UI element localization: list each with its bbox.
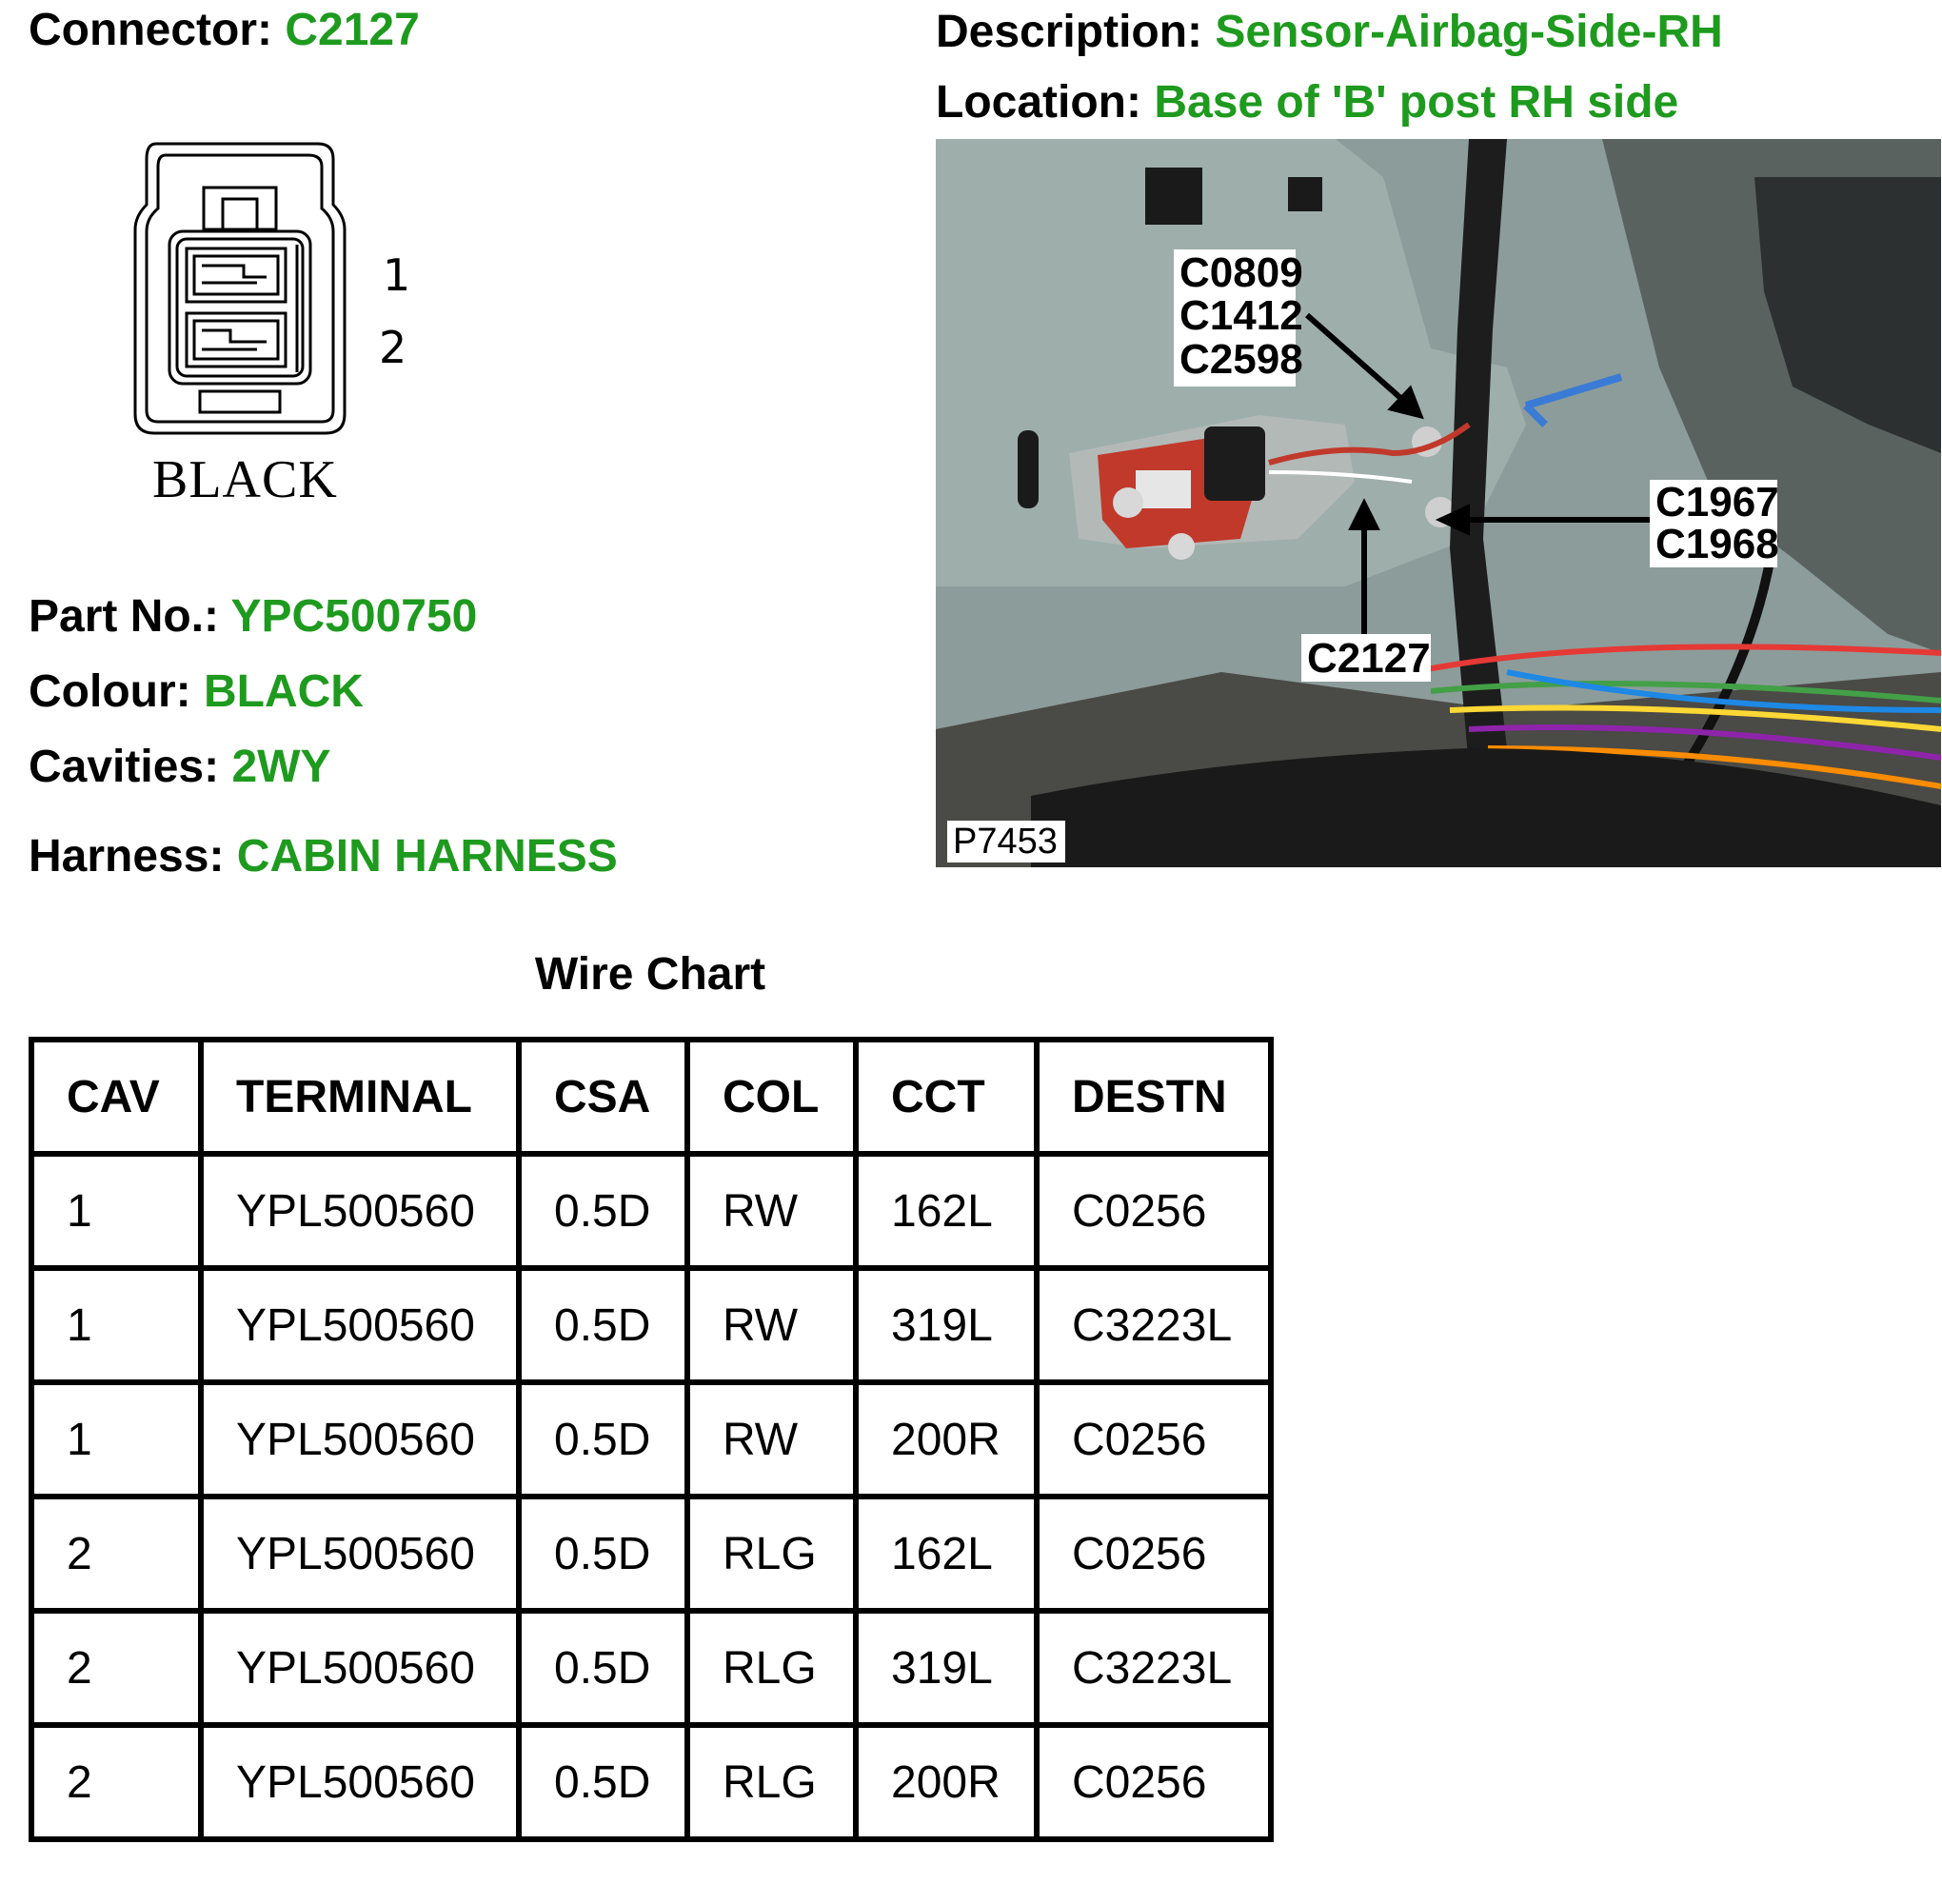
location-value: Base of 'B' post RH side [1154,77,1679,128]
cell-destn: C0256 [1037,1382,1271,1497]
cell-cav: 2 [31,1725,201,1839]
cell-csa: 0.5D [519,1497,687,1611]
callout-c2598: C2598 [1179,336,1303,383]
cell-cct: 162L [856,1154,1037,1268]
callout-c2127: C2127 [1307,635,1431,682]
cell-cct: 200R [856,1725,1037,1839]
cell-terminal: YPL500560 [201,1268,519,1382]
header-cav: CAV [31,1040,201,1154]
cell-destn: C3223L [1037,1611,1271,1725]
table-row [31,1382,1271,1497]
header-destn: DESTN [1037,1040,1271,1154]
colour-label: Colour: [29,666,191,717]
c2127-connector-body [1204,426,1265,501]
cavities-field [29,744,330,790]
part-no-value: YPC500750 [230,591,478,642]
harness-field [29,831,618,882]
part-no-field [29,591,478,642]
connector-value: C2127 [285,5,420,55]
wire-chart-title: Wire Chart [534,949,766,1000]
callout-c0809: C0809 [1179,249,1303,296]
colour-value: BLACK [203,666,364,717]
cell-cct: 200R [856,1382,1037,1497]
cell-csa: 0.5D [519,1154,687,1268]
cell-col: RLG [687,1497,856,1611]
table-row [31,1268,1271,1382]
description-label: Description: [936,7,1203,57]
header-terminal: TERMINAL [201,1040,519,1154]
wire-chart-table [29,1037,1274,1842]
wire-chart-header-row [31,1040,1271,1154]
table-row [31,1154,1271,1268]
part-no-label: Part No.: [29,591,220,642]
description-value: Sensor-Airbag-Side-RH [1215,7,1723,57]
cell-csa: 0.5D [519,1725,687,1839]
cell-cav: 1 [31,1154,201,1268]
cell-col: RLG [687,1725,856,1839]
pin-label-1: 1 [383,249,411,301]
cell-destn: C0256 [1037,1725,1271,1839]
cell-cct: 319L [856,1611,1037,1725]
cell-csa: 0.5D [519,1382,687,1497]
cell-destn: C0256 [1037,1154,1271,1268]
description-field [936,7,1723,57]
cell-col: RW [687,1268,856,1382]
cell-col: RW [687,1382,856,1497]
pin-label-2: 2 [379,322,407,373]
header-col: COL [687,1040,856,1154]
connector-label: Connector: [29,5,272,55]
drawing-caption: BLACK [152,450,338,509]
cell-cav: 2 [31,1611,201,1725]
photo-reference: P7453 [953,822,1058,862]
connector-field [29,5,420,55]
harness-value: CABIN HARNESS [236,831,618,882]
harness-label: Harness: [29,831,225,882]
cell-cav: 2 [31,1497,201,1611]
cell-csa: 0.5D [519,1268,687,1382]
cell-cav: 1 [31,1382,201,1497]
header-cct: CCT [856,1040,1037,1154]
cell-cav: 1 [31,1268,201,1382]
cell-col: RW [687,1154,856,1268]
cell-col: RLG [687,1611,856,1725]
callout-c1967: C1967 [1655,479,1779,526]
table-row [31,1611,1271,1725]
cell-csa: 0.5D [519,1611,687,1725]
callout-c1412: C1412 [1179,292,1303,339]
location-field [936,77,1679,128]
cell-terminal: YPL500560 [201,1611,519,1725]
callout-c1968: C1968 [1655,521,1779,567]
location-label: Location: [936,77,1141,128]
table-row [31,1725,1271,1839]
cell-terminal: YPL500560 [201,1382,519,1497]
cell-destn: C0256 [1037,1497,1271,1611]
header-csa: CSA [519,1040,687,1154]
location-photo [936,139,1941,867]
cavities-value: 2WY [231,742,331,792]
cell-cct: 162L [856,1497,1037,1611]
cell-terminal: YPL500560 [201,1154,519,1268]
colour-field [29,666,364,717]
cell-terminal: YPL500560 [201,1725,519,1839]
table-row [31,1497,1271,1611]
cell-destn: C3223L [1037,1268,1271,1382]
cavities-label: Cavities: [29,742,220,792]
cell-cct: 319L [856,1268,1037,1382]
cell-terminal: YPL500560 [201,1497,519,1611]
